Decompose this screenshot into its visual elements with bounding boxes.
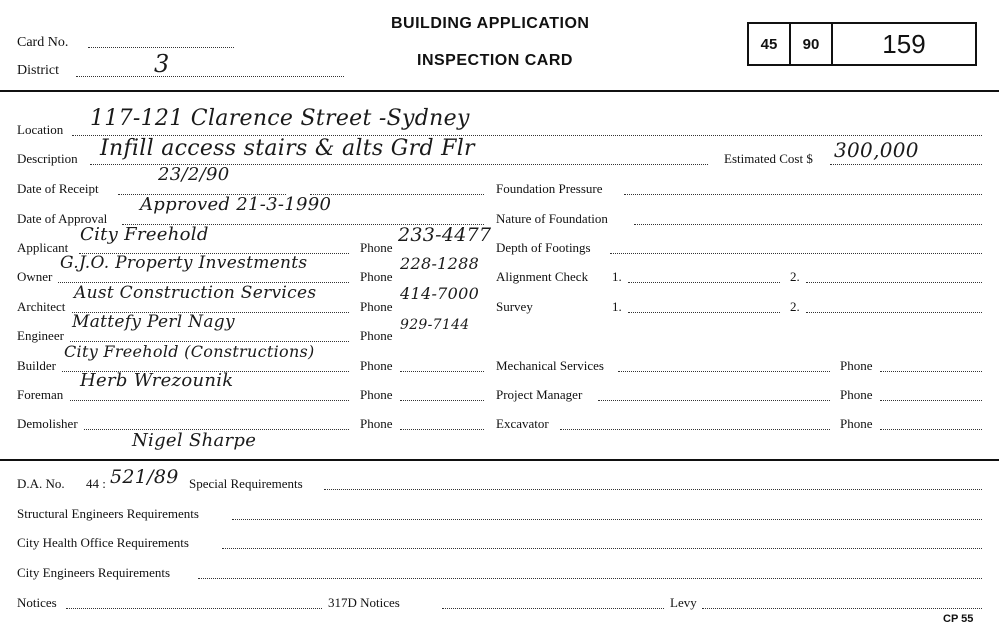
foundation-pressure-label: Foundation Pressure — [496, 181, 603, 196]
mechanical-phone-line — [880, 371, 982, 372]
location-value: 117-121 Clarence Street -Sydney — [90, 106, 470, 131]
special-requirements-line — [324, 489, 982, 490]
description-value: Infill access stairs & alts Grd Flr — [100, 136, 475, 161]
builder-label: Builder — [17, 358, 56, 373]
date-approval-label: Date of Approval — [17, 211, 108, 226]
nature-foundation-line — [634, 224, 982, 225]
alignment-check-1: 1. — [612, 269, 622, 284]
date-receipt-value: 23/2/90 — [158, 164, 230, 185]
architect-value: Aust Construction Services — [74, 283, 317, 303]
mechanical-services-line — [618, 371, 830, 372]
applicant-phone: 233-4477 — [398, 224, 492, 246]
builder-value: City Freehold (Constructions) — [64, 342, 315, 361]
levy-label: Levy — [670, 595, 697, 610]
city-engineers-label: City Engineers Requirements — [17, 565, 171, 580]
engineer-phone: 929-7144 — [400, 317, 470, 333]
survey-1: 1. — [612, 299, 622, 314]
excavator-label: Excavator — [496, 416, 549, 431]
depth-footings-label: Depth of Footings — [496, 240, 591, 255]
structural-requirements-line — [232, 519, 982, 520]
architect-phone-label: Phone — [360, 299, 393, 314]
excavator-phone-label: Phone — [840, 416, 873, 431]
top-rule — [0, 90, 999, 92]
form-code: CP 55 — [943, 613, 974, 625]
title-line2: INSPECTION CARD — [417, 52, 573, 69]
survey-line-1 — [628, 312, 780, 313]
builder-phone-label: Phone — [360, 358, 393, 373]
excavator-line — [560, 429, 830, 430]
foreman-value: Herb Wrezounik — [80, 370, 234, 391]
engineer-value: Mattefy Perl Nagy — [72, 312, 235, 332]
box-cell-1: 45 — [749, 24, 791, 64]
engineer-label: Engineer — [17, 328, 64, 343]
card-number-box — [747, 22, 977, 66]
demolisher-phone-line — [400, 429, 484, 430]
foreman-label: Foreman — [17, 387, 64, 402]
levy-line — [702, 608, 982, 609]
notices-317d-label: 317D Notices — [328, 595, 400, 610]
architect-label: Architect — [17, 299, 66, 314]
district-value: 3 — [154, 50, 170, 78]
box-cell-2: 90 — [791, 24, 833, 64]
applicant-value: City Freehold — [80, 224, 209, 245]
title-line1: BUILDING APPLICATION — [391, 15, 590, 32]
applicant-label: Applicant — [17, 240, 69, 255]
owner-phone: 228-1288 — [400, 254, 480, 273]
builder-phone-line — [400, 371, 484, 372]
date-receipt-line-2 — [310, 194, 484, 195]
location-label: Location — [17, 122, 64, 137]
alignment-check-line-2 — [806, 282, 982, 283]
survey-2: 2. — [790, 299, 800, 314]
middle-rule — [0, 459, 999, 461]
alignment-check-2: 2. — [790, 269, 800, 284]
excavator-phone-line — [880, 429, 982, 430]
engineer-phone-label: Phone — [360, 328, 393, 343]
date-approval-value: Approved 21-3-1990 — [140, 194, 332, 215]
district-line — [76, 76, 344, 77]
notices-label: Notices — [17, 595, 57, 610]
foreman-phone-label: Phone — [360, 387, 393, 402]
special-requirements-label: Special Requirements — [189, 476, 303, 491]
structural-requirements-label: Structural Engineers Requirements — [17, 506, 199, 521]
mechanical-services-label: Mechanical Services — [496, 358, 604, 373]
health-requirements-label: City Health Office Requirements — [17, 535, 189, 550]
survey-label: Survey — [496, 299, 533, 314]
demolisher-phone-label: Phone — [360, 416, 393, 431]
owner-label: Owner — [17, 269, 53, 284]
city-engineers-line — [198, 578, 982, 579]
health-requirements-line — [222, 548, 982, 549]
foreman-line — [70, 400, 349, 401]
foreman-phone-line — [400, 400, 484, 401]
project-manager-phone-line — [880, 400, 982, 401]
project-manager-line — [598, 400, 830, 401]
foundation-pressure-line — [624, 194, 982, 195]
district-label: District — [17, 63, 59, 78]
survey-line-2 — [806, 312, 982, 313]
notices-line — [66, 608, 322, 609]
description-label: Description — [17, 151, 78, 166]
card-no-line — [88, 47, 234, 48]
card-no-label: Card No. — [17, 35, 69, 50]
architect-phone: 414-7000 — [400, 284, 480, 303]
notices-317d-line — [442, 608, 664, 609]
estimated-cost-label: Estimated Cost $ — [724, 151, 813, 166]
da-label: D.A. No. — [17, 476, 65, 491]
alignment-check-line-1 — [628, 282, 780, 283]
project-manager-label: Project Manager — [496, 387, 583, 402]
nature-foundation-label: Nature of Foundation — [496, 211, 608, 226]
project-manager-phone-label: Phone — [840, 387, 873, 402]
da-number: 521/89 — [110, 466, 179, 488]
owner-phone-label: Phone — [360, 269, 393, 284]
box-number: 159 — [882, 28, 926, 59]
demolisher-label: Demolisher — [17, 416, 78, 431]
date-receipt-label: Date of Receipt — [17, 181, 99, 196]
owner-value: G.J.O. Property Investments — [60, 253, 308, 273]
estimated-cost-line — [830, 164, 982, 165]
mechanical-phone-label: Phone — [840, 358, 873, 373]
estimated-cost-value: 300,000 — [834, 138, 919, 162]
depth-footings-line — [610, 253, 982, 254]
applicant-phone-label: Phone — [360, 240, 393, 255]
da-prefix: 44 : — [86, 476, 106, 491]
alignment-check-label: Alignment Check — [496, 269, 589, 284]
demolisher-value: Nigel Sharpe — [132, 430, 257, 451]
